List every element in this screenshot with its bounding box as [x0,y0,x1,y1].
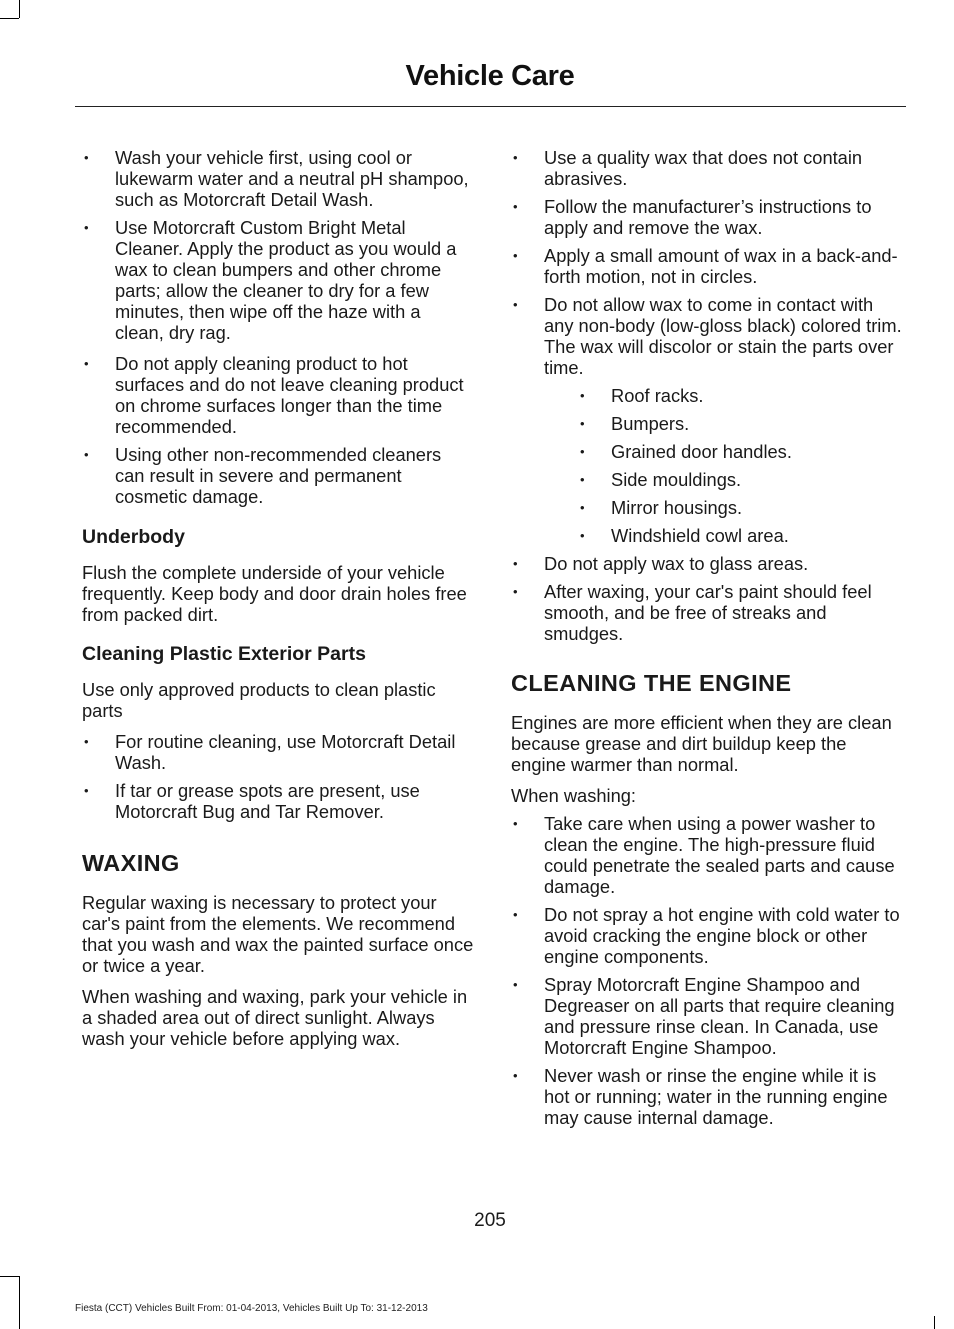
crop-mark [19,0,20,18]
list-item: • Follow the manufacturer’s instructions to apply and remove the wax. [511,196,906,238]
crop-mark [934,1316,935,1329]
list-item: • If tar or grease spots are present, use Motorcraft Bug and Tar Remover. [82,780,474,822]
washing-bullet-list [82,147,474,507]
trim-parts-sub-list [544,385,906,546]
list-item [511,294,906,546]
waxing-paragraph-1: Regular waxing is necessary to protect your car's paint from the elements. We recommend that you wash and wax the painted surface once or twice a year. [82,892,474,976]
engine-bullet-list [511,813,906,1128]
crop-mark [0,1276,19,1277]
sub-list-item: • Mirror housings. [578,497,906,518]
waxing-paragraph-2: When washing and waxing, park your vehicle in a shaded area out of direct sunlight. Always wash your vehicle before applying wax. [82,986,468,1049]
wax-bullet-list [511,147,906,644]
sub-list-item: • Side mouldings. [578,469,906,490]
engine-paragraph-2: When washing: [511,785,636,806]
list-item: • Using other non-recommended cleaners can result in severe and permanent cosmetic damage. [82,444,474,507]
list-item-text: Do not allow wax to come in contact with any non-body (low-gloss black) colored trim. The wax will discolor or stain the parts over time. [544,294,902,378]
right-column [511,147,906,1135]
crop-mark [19,1276,20,1329]
list-item: • Wash your vehicle first, using cool or lukewarm water and a neutral pH shampoo, such as Motorcraft Detail Wash. [82,147,474,210]
plastic-parts-heading: Cleaning Plastic Exterior Parts [82,643,366,665]
plastic-parts-text: Use only approved products to clean plastic parts [82,679,436,721]
list-item: • Use Motorcraft Custom Bright Metal Cleaner. Apply the product as you would a wax to clean bumpers and other chrome parts; allow the cleaner to dry for a few minutes, then wipe off the haze with a clean, dry rag. [82,217,474,343]
engine-paragraph-1: Engines are more efficient when they are clean because grease and dirt buildup keep the engine warmer than normal. [511,712,892,775]
list-item: • Take care when using a power washer to clean the engine. The high-pressure fluid could penetrate the sealed parts and cause damage. [511,813,906,897]
list-item: • Do not apply cleaning product to hot surfaces and do not leave cleaning product on chrome surfaces longer than the time recommended. [82,353,474,437]
sub-list-item: • Windshield cowl area. [578,525,906,546]
list-item: • Do not apply wax to glass areas. [511,553,906,574]
list-item: • Never wash or rinse the engine while it is hot or running; water in the running engine may cause internal damage. [511,1065,906,1128]
crop-mark [0,18,19,19]
footer-text: Fiesta (CCT) Vehicles Built From: 01-04-2013, Vehicles Built Up To: 31-12-2013 [75,1303,428,1314]
list-item: • For routine cleaning, use Motorcraft Detail Wash. [82,731,474,773]
list-item: • Use a quality wax that does not contain abrasives. [511,147,906,189]
waxing-heading: WAXING [82,850,180,876]
list-item: • Do not spray a hot engine with cold water to avoid cracking the engine block or other engine components. [511,904,906,967]
cleaning-engine-heading: CLEANING THE ENGINE [511,670,792,696]
sub-list-item: • Bumpers. [578,413,906,434]
list-item: • Apply a small amount of wax in a back-and-forth motion, not in circles. [511,245,906,287]
underbody-heading: Underbody [82,526,185,548]
list-item: • After waxing, your car's paint should feel smooth, and be free of streaks and smudges. [511,581,906,644]
underbody-text: Flush the complete underside of your vehicle frequently. Keep body and door drain holes free from packed dirt. [82,562,467,625]
sub-list-item: • Roof racks. [578,385,906,406]
plastic-bullet-list [82,731,474,822]
sub-list-item: • Grained door handles. [578,441,906,462]
page-title: Vehicle Care [405,60,575,92]
left-column [82,147,474,1049]
page-number: 205 [474,1210,506,1231]
header-divider [75,106,906,107]
list-item: • Spray Motorcraft Engine Shampoo and Degreaser on all parts that require cleaning and pressure rinse clean. In Canada, use Motorcraft Engine Shampoo. [511,974,906,1058]
